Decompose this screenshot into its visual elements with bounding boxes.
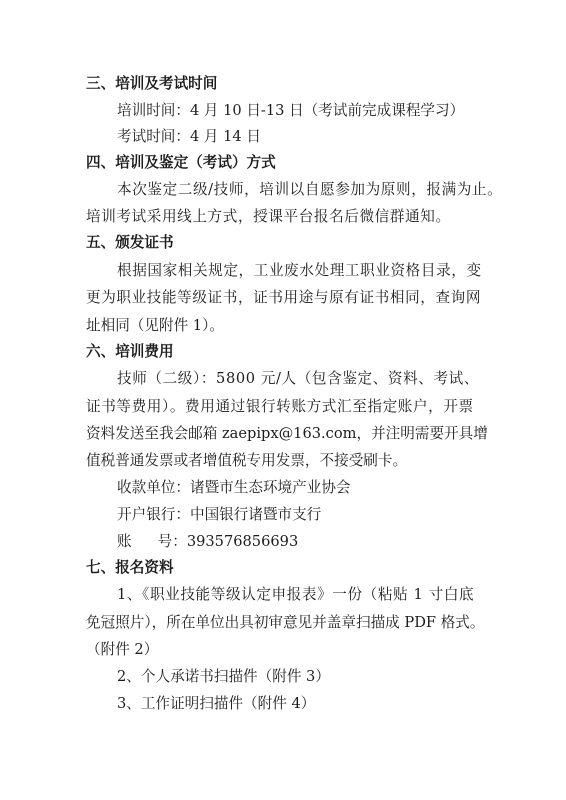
section-6-paragraph-line-3: 资料发送至我会邮箱 zaepipx@163.com，并注明需要开具增 [86, 425, 488, 442]
payee-line: 收款单位：诸暨市生态环境产业协会 [117, 479, 351, 496]
section-5-paragraph-line-2: 更为职业技能等级证书，证书用途与原有证书相同，查询网 [86, 289, 482, 306]
section-6-paragraph-line-2: 证书等费用）。费用通过银行转账方式汇至指定账户，开票 [86, 398, 474, 415]
section-4-paragraph-line-2: 培训考试采用线上方式，授课平台报名后微信群通知。 [86, 208, 451, 225]
section-3-heading: 三、培训及考试时间 [86, 75, 218, 92]
section-7-item-1-line-1: 1、《职业技能等级认定申报表》一份（粘贴 1 寸白底 [117, 586, 475, 603]
section-5-paragraph-line-1: 根据国家相关规定，工业废水处理工职业资格目录，变 [117, 262, 482, 279]
section-6-heading: 六、培训费用 [86, 343, 174, 360]
section-4-paragraph-line-1: 本次鉴定二级/技师，培训以自愿参加为原则，报满为止。 [117, 181, 503, 198]
account-label-part-2: 号： [157, 533, 187, 550]
section-7-item-3: 3、工作证明扫描件（附件 4） [117, 695, 316, 712]
exam-time: 考试时间：4 月 14 日 [117, 128, 261, 145]
account-line [117, 532, 298, 552]
section-6-paragraph-line-1: 技师（二级）：5800 元/人（包含鉴定、资料、考试、 [117, 370, 480, 387]
account-number: 393576856693 [186, 533, 299, 550]
section-4-heading: 四、培训及鉴定（考试）方式 [86, 154, 276, 171]
section-5-paragraph-line-3: 址相同（见附件 1）。 [86, 317, 224, 334]
section-7-heading: 七、报名资料 [86, 559, 174, 576]
account-label-part-1: 账 [117, 533, 132, 550]
section-6-paragraph-line-4: 值税普通发票或者增值税专用发票，不接受刷卡。 [86, 452, 408, 469]
bank-line: 开户银行：中国银行诸暨市支行 [117, 506, 322, 523]
section-5-heading: 五、颁发证书 [86, 234, 174, 251]
section-7-item-2: 2、个人承诺书扫描件（附件 3） [117, 668, 330, 685]
training-time: 培训时间：4 月 10 日-13 日（考试前完成课程学习） [117, 102, 465, 119]
section-7-item-1-line-2: 免冠照片），所在单位出具初审意见并盖章扫描成 PDF 格式。 [86, 614, 485, 631]
section-7-item-1-line-3: （附件 2） [86, 641, 159, 658]
